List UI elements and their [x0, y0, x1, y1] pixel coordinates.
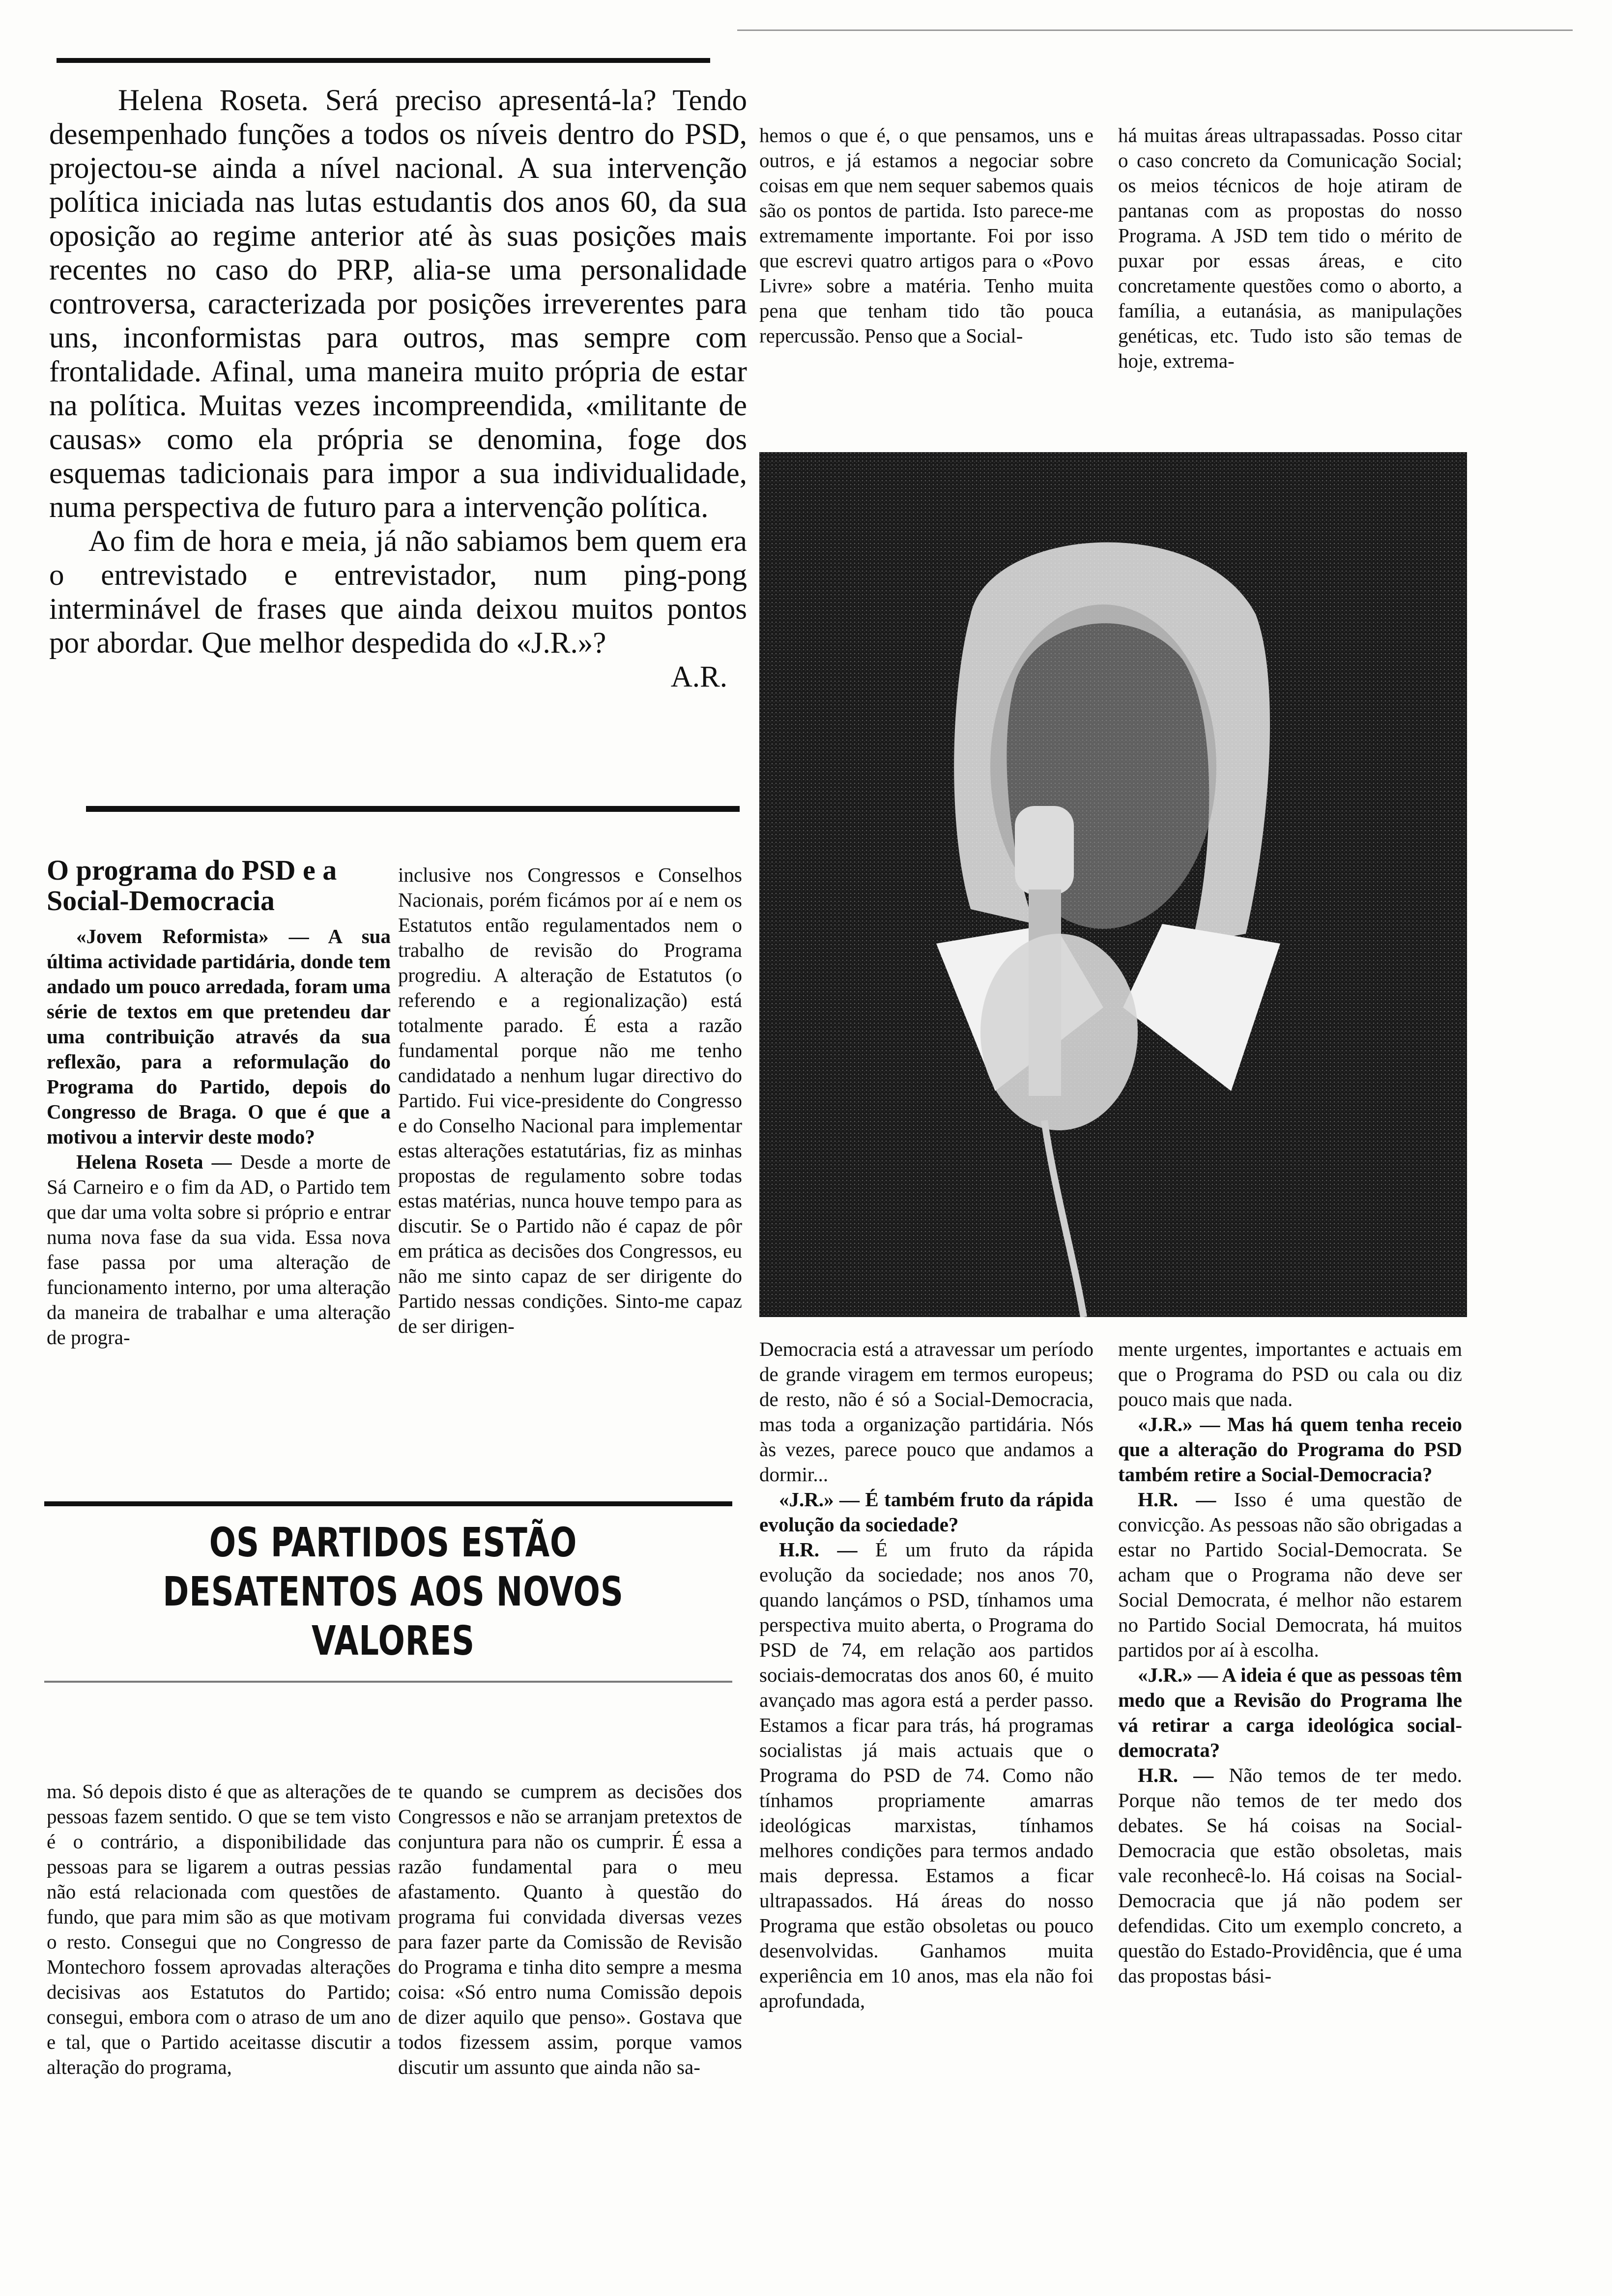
interview-question: «Jovem Reformista» — A sua última actividade partidária, donde tem andado um pouco arredada, foram uma série de textos em que pretendeu dar uma contribuição através da sua reflexão, para a reformulação do Programa do Partido, depois do Congresso de Braga. O que é que a motivou a intervir deste modo?: [47, 925, 391, 1148]
bottom-column-1: [47, 1779, 391, 2221]
intro-block: [49, 84, 747, 791]
answer-speaker: H.R. —: [1138, 1764, 1214, 1786]
answer-text: Desde a morte de Sá Carneiro e o fim da AD, o Partido tem que dar uma volta sobre si próprio e entrar numa nova fase da sua vida. Essa nova fase passa por uma alteração de funcionamento interno, por uma alteração da maneira de trabalhar e uma alteração de progra-: [47, 1150, 391, 1349]
headline-line: VALORES: [312, 1618, 475, 1665]
top-rule: [57, 58, 710, 63]
interview-answer: [1118, 1487, 1462, 1663]
column-text: hemos o que é, o que pensamos, uns e outros, e já estamos a negociar sobre coisas em que nem sequer sabemos quais são os pontos de partida. Isto parece-me extremamente importante. Foi por isso que escrevi quatro artigos para o «Povo Livre» sobre a matéria. Tenho muita pena que tenham tido tão pouca repercussão. Penso que a Social-: [759, 124, 1094, 347]
headline-rule-bottom: [44, 1681, 732, 1683]
headline-rule-top: [44, 1501, 732, 1506]
article-headline: [121, 1519, 665, 1666]
top-right-column-1: [759, 123, 1094, 428]
interview-answer: [47, 1149, 391, 1350]
column-text: inclusive nos Congressos e Conselhos Nacionais, porém ficámos por aí e nem os Estatutos então regulamentados nem o trabalho de revisão do Programa progrediu. A alteração de Estatutos (o referendo e a regionalização) está totalmente parado. É esta a razão fundamental porque não me tenho candidatado a nenhum lugar directivo do Partido. Fui vice-presidente do Congresso e do Conselho Nacional para implementar estas alterações estatutárias, fiz as minhas propostas de regulamento sobre todas estas matérias, nunca houve tempo para as discutir. Se o Partido não é capaz de pôr em prática as decisões dos Congressos, eu não me sinto capaz de ser dirigente do Partido nessas condições. Sinto-me capaz de ser dirigen-: [398, 863, 742, 1337]
column-text: mente urgentes, importantes e actuais em que o Programa do PSD ou cala ou diz pouco mais que nada.: [1118, 1338, 1462, 1410]
section-right-column: [398, 862, 742, 1474]
answer-speaker: H.R. —: [1138, 1488, 1216, 1511]
intro-paragraph-closing: Ao fim de hora e meia, já não sabiamos bem quem era o entrevistado e entrevistador, num ping-pong interminável de frases que ainda deixou muitos pontos por abordar. Que melhor despedida do «J.R.»?: [49, 525, 747, 660]
photo-portrait-image: [759, 452, 1467, 1317]
intro-signature: A.R.: [670, 660, 727, 693]
top-right-column-2: [1118, 123, 1462, 428]
answer-speaker: Helena Roseta —: [76, 1150, 232, 1173]
answer-text: É um fruto da rápida evolução da sociedade; nos anos 70, quando lançámos o PSD, tínhamos uma perspectiva muito aberta, o Programa do PSD de 74, em relação aos partidos sociais-democratas dos anos 60, é muito avançado mas agora está a perder passo. Estamos a ficar para trás, há programas socialistas já mais actuais que o Programa do PSD de 74. Como não tínhamos propriamente amarras ideológicas marxistas, tínhamos melhores condições para termos andado mais depressa. Estamos a ficar ultrapassados. Há áreas do nosso Programa que estão obsoletas ou pouco desenvolvidas. Ganhamos muita experiência em 10 anos, mas ela não foi aprofundada,: [759, 1538, 1094, 2012]
bottom-column-4: [1118, 1337, 1462, 2221]
interview-question: «J.R.» — Mas há quem tenha receio que a alteração do Programa do PSD também retire a Social-Democracia?: [1118, 1413, 1462, 1486]
interview-question: «J.R.» — É também fruto da rápida evolução da sociedade?: [759, 1488, 1094, 1536]
section-heading: O programa do PSD e a Social-Democracia: [47, 854, 337, 917]
intro-paragraph: Helena Roseta. Será preciso apresentá-la? Tendo desempenhado funções a todos os níveis dentro do PSD, projectou-se ainda a nível nacional. A sua intervenção política iniciada nas lutas estudantis dos anos 60, da sua oposição ao regime anterior até às suas posições mais recentes no caso do PRP, alia-se uma personalidade controversa, caracterizada por posições irreverentes para uns, inconformistas para outros, mas sempre com frontalidade. Afinal, uma maneira muito própria de estar na política. Muitas vezes incompreendida, «militante de causas» como ela própria se denomina, foge dos esquemas tadicionais para impor a sua individualidade, numa perspectiva de futuro para a intervenção política.: [49, 84, 747, 524]
column-text: te quando se cumprem as decisões dos Congressos e não se arranjam pretextos de conjuntura para não os cumprir. É essa a razão fundamental para o meu afastamento. Quanto à questão do programa fui convidada diversas vezes para fazer parte da Comissão de Revisão do Programa e tinha dito sempre a mesma coisa: «Só entro numa Comissão depois de dizer aquilo que penso». Gostava que todos fizessem assim, porque vamos discutir um assunto que ainda não sa-: [398, 1780, 742, 2078]
answer-text: Não temos de ter medo. Porque não temos de ter medo dos debates. Se há coisas na Social-Democracia que estão obsoletas, mais vale reconhecê-lo. Há coisas na Social-Democracia que já não podem ser defendidas. Cito um exemplo concreto, a questão do Estado-Providência, que é uma das propostas bási-: [1118, 1764, 1462, 1987]
headline-line: DESATENTOS AOS NOVOS: [163, 1569, 624, 1615]
column-text: ma. Só depois disto é que as alterações de pessoas fazem sentido. O que se tem visto é o contrário, a disponibilidade das pessoas para se ligarem a outras pessias não está relacionada com questões de fundo, que para mim são as que motivam o resto. Consegui que no Congresso de Montechoro fossem aprovadas alterações decisivas aos Estatutos do Partido; consegui, embora com o atraso de um ano e tal, que o Partido aceitasse discutir a alteração do programa,: [47, 1780, 391, 2078]
answer-text: Isso é uma questão de convicção. As pessoas não são obrigadas a estar no Partido Social-Democrata. Se acham que o Programa não deve ser Social Democrata, é melhor não estarem no Partido Social Democrata, há muitos partidos por aí à escolha.: [1118, 1488, 1462, 1661]
column-text: há muitas áreas ultrapassadas. Posso citar o caso concreto da Comunicação Social; os meios técnicos de hoje atiram de pantanas com as propostas do nosso Programa. A JSD tem tido o mérito de puxar por essas áreas, e cito concretamente questões como o aborto, a família, a eutanásia, as manipulações genéticas, etc. Tudo isto são temas de hoje, extrema-: [1118, 124, 1462, 372]
section-left-column: [47, 924, 391, 1474]
interview-answer: [1118, 1763, 1462, 1988]
headline-line: OS PARTIDOS ESTÃO: [209, 1520, 577, 1566]
interview-question: «J.R.» — A ideia é que as pessoas têm medo que a Revisão do Programa lhe vá retirar a carga ideológica social-democrata?: [1118, 1664, 1462, 1761]
scan-mark: [737, 29, 1573, 31]
bottom-column-2: [398, 1779, 742, 2221]
bottom-column-3: [759, 1337, 1094, 2221]
column-text: Democracia está a atravessar um período de grande viragem em termos europeus; de resto, não é só a Social-Democracia, mas toda a organização partidária. Nós às vezes, parece pouco que andamos a dormir...: [759, 1338, 1094, 1486]
interview-photo: [759, 452, 1467, 1317]
answer-speaker: H.R. —: [779, 1538, 858, 1561]
section-rule: [86, 806, 740, 812]
interview-answer: [759, 1537, 1094, 2013]
